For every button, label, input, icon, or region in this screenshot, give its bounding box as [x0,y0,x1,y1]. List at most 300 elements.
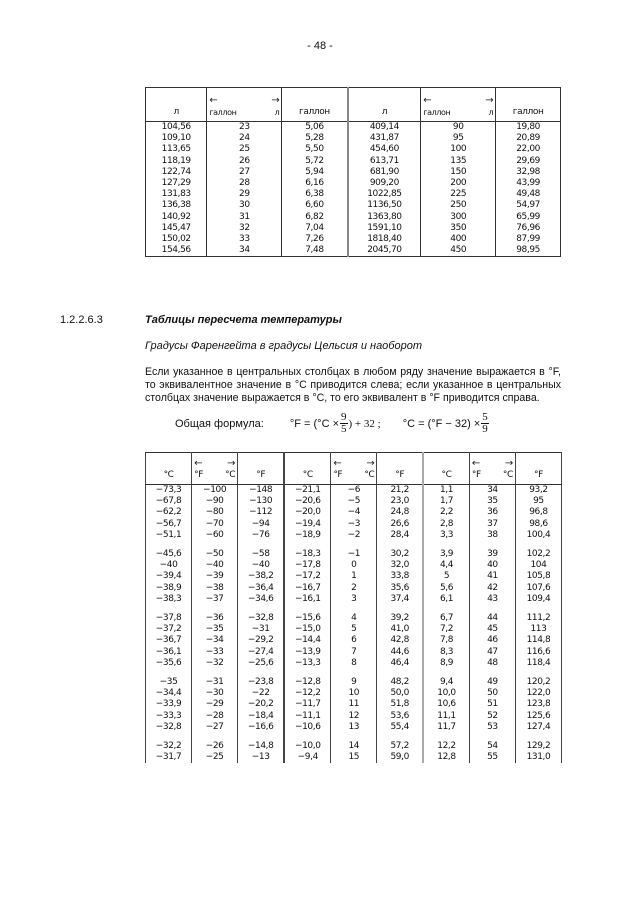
table-row [146,635,562,646]
table-cell: 120,2 [515,677,561,688]
table-cell: −34,4 [146,688,192,699]
table-cell: −90 [192,496,238,507]
table-cell: 145,47 [146,223,207,234]
table-cell: −11,7 [284,699,331,710]
table-cell: 59,0 [377,752,423,763]
table-cell: −18,9 [284,530,331,541]
table-cell: 55 [469,752,515,763]
table-cell: 3 [331,594,377,605]
table-cell: −67,8 [146,496,192,507]
table-cell: 21,2 [377,485,423,497]
table-cell: −27,4 [238,647,285,658]
table-cell: 95 [421,133,496,144]
table-cell: 8,3 [423,647,469,658]
table-cell: 5,94 [282,167,348,178]
table-row [146,560,562,571]
table-cell: −94 [238,519,285,530]
table-cell: 23,0 [377,496,423,507]
gallon-liter-table [145,87,561,257]
table-cell: 7,48 [282,245,348,257]
table-cell: 104,56 [146,122,207,134]
table-cell: −73,3 [146,485,192,497]
table-cell: 6,60 [282,200,348,211]
table-cell: −45,6 [146,549,192,560]
arrow-left-icon: ← [471,457,480,469]
table-cell: 125,6 [515,711,561,722]
table-cell: 41,0 [377,624,423,635]
header-conversion: ← → °F °C [331,453,377,485]
table-cell: −18,4 [238,711,285,722]
arrow-right-icon: → [227,457,236,469]
table-cell: −19,4 [284,519,331,530]
header-fahrenheit: °F [377,453,423,485]
table-row [146,507,562,518]
header-gallons: галлон [282,88,348,122]
table-cell: 6 [331,635,377,646]
table-cell: 12 [331,711,377,722]
table-cell: 37,4 [377,594,423,605]
table-cell: 9,4 [423,677,469,688]
table-cell: 54 [469,741,515,752]
table-cell: 26 [207,156,282,167]
table-cell: 25 [207,144,282,155]
table-row [146,122,561,134]
header-celsius: °C [146,453,192,485]
table-cell: −112 [238,507,285,518]
table-row [146,658,562,669]
table-row [146,647,562,658]
table-cell: −56,7 [146,519,192,530]
table-cell: −40 [146,560,192,571]
table-cell: 1363,80 [348,212,421,223]
header-gallons: галлон [496,88,561,122]
table-cell: −10,6 [284,722,331,733]
table-cell: 15 [331,752,377,763]
table-cell: −76 [238,530,285,541]
table-cell: 93,2 [515,485,561,497]
table-cell: 2,8 [423,519,469,530]
table-row [146,549,562,560]
table-row [146,624,562,635]
table-cell: 39,2 [377,613,423,624]
table-cell: −32 [192,658,238,669]
table-cell: −25 [192,752,238,763]
table-cell: 1 [331,571,377,582]
table-cell: 4 [331,613,377,624]
table-cell: 116,6 [515,647,561,658]
explanation-paragraph: Если указанное в центральных столбцах в любом ряду значение выражается в °F, то эквивалентное значение в °C приводится слева; если указанное в центральных столбцах значение выражается в °C, то его эквивалент в °F приводится справа. [145,366,561,404]
table-cell: 150 [421,167,496,178]
header-conversion: ← → °F °C [469,453,515,485]
table-cell: 42 [469,583,515,594]
table-cell: 7 [331,647,377,658]
table-cell: 6,38 [282,189,348,200]
table-cell: 10,6 [423,699,469,710]
general-formula [175,412,490,435]
table-row [146,711,562,722]
page-number: - 48 - [307,40,333,52]
table-cell: 135 [421,156,496,167]
table-cell: −17,8 [284,560,331,571]
table-cell: 10 [331,688,377,699]
table-cell: 909,20 [348,178,421,189]
table-cell: 47 [469,647,515,658]
table-cell: 0 [331,560,377,571]
table-cell: −23,8 [238,677,285,688]
table-cell: 65,99 [496,212,561,223]
table-cell: −130 [238,496,285,507]
header-fahrenheit: °F [238,453,285,485]
table-cell: 454,60 [348,144,421,155]
table-cell: 42,8 [377,635,423,646]
table-row [146,133,561,144]
table-row [146,519,562,530]
table-cell: −37,8 [146,613,192,624]
table-row [146,200,561,211]
section-subtitle: Градусы Фаренгейта в градусы Цельсия и наоборот [145,340,423,352]
table-cell: 5 [423,571,469,582]
table-row [146,722,562,733]
table-cell: 90 [421,122,496,134]
table-cell: −13 [238,752,285,763]
table-cell: −37 [192,594,238,605]
table-cell: 48 [469,658,515,669]
table-cell: −39 [192,571,238,582]
table-cell: 118,4 [515,658,561,669]
table-cell: −51,1 [146,530,192,541]
table-cell: 30,2 [377,549,423,560]
header-conversion: ← → °F °C [192,453,238,485]
table-cell: −70 [192,519,238,530]
table-cell: −33,3 [146,711,192,722]
table-row [146,571,562,582]
table-cell: −35 [192,624,238,635]
table-cell: 123,8 [515,699,561,710]
table-cell: −35,6 [146,658,192,669]
table-cell: 53,6 [377,711,423,722]
table-cell: −34 [192,635,238,646]
table-cell: 45 [469,624,515,635]
table-cell: 8,9 [423,658,469,669]
table-cell: 2,2 [423,507,469,518]
table-cell: 5,6 [423,583,469,594]
header-celsius: °C [423,453,469,485]
table-cell: 11,7 [423,722,469,733]
table-row [146,178,561,189]
table-cell: 43 [469,594,515,605]
table-cell: 300 [421,212,496,223]
table-cell: 55,4 [377,722,423,733]
table-cell: 37 [469,519,515,530]
table-row [146,156,561,167]
table-cell: 49 [469,677,515,688]
table-cell: −31 [238,624,285,635]
table-cell: −11,1 [284,711,331,722]
table-cell: 114,8 [515,635,561,646]
section-title: Таблицы пересчета температуры [145,314,342,326]
table-row [146,699,562,710]
table-cell: 28 [207,178,282,189]
table-cell: −34,6 [238,594,285,605]
table-cell: 50 [469,688,515,699]
table-cell: 29 [207,189,282,200]
table-cell: −10,0 [284,741,331,752]
table-cell: −36,7 [146,635,192,646]
table-cell: 450 [421,245,496,257]
table-cell: 431,87 [348,133,421,144]
table-cell: 29,69 [496,156,561,167]
table-cell: −31,7 [146,752,192,763]
table-cell: 46,4 [377,658,423,669]
table-cell: 111,2 [515,613,561,624]
table-cell: 26,6 [377,519,423,530]
table-cell: 40 [469,560,515,571]
table-cell: 32 [207,223,282,234]
table-cell: 6,82 [282,212,348,223]
table-cell: 225 [421,189,496,200]
table-cell: 102,2 [515,549,561,560]
table-cell: 27 [207,167,282,178]
table-cell: 13 [331,722,377,733]
arrow-right-icon: → [504,457,513,469]
table-cell: 43,99 [496,178,561,189]
table-cell: −1 [331,549,377,560]
table-cell: 1591,10 [348,223,421,234]
table-cell: −13,9 [284,647,331,658]
table-cell: 127,29 [146,178,207,189]
table-cell: −3 [331,519,377,530]
table-cell: 49,48 [496,189,561,200]
table-cell: 100 [421,144,496,155]
table-cell: 118,19 [146,156,207,167]
table-cell: 104 [515,560,561,571]
table-cell: 98,95 [496,245,561,257]
table-cell: −36,1 [146,647,192,658]
table-cell: 12,2 [423,741,469,752]
table-cell: 5,50 [282,144,348,155]
table-cell: −28 [192,711,238,722]
table-cell: −60 [192,530,238,541]
table-cell: −15,0 [284,624,331,635]
table-cell: 1818,40 [348,234,421,245]
arrow-left-icon: ← [333,457,342,469]
table-cell: −20,6 [284,496,331,507]
table-cell: 350 [421,223,496,234]
table-cell: 129,2 [515,741,561,752]
table-cell: 41 [469,571,515,582]
table-cell: −33 [192,647,238,658]
table-cell: −40 [238,560,285,571]
table-cell: 2045,70 [348,245,421,257]
table-cell: 3,9 [423,549,469,560]
table-row [146,613,562,624]
table-cell: −12,2 [284,688,331,699]
table-row [146,594,562,605]
table-cell: 113 [515,624,561,635]
table-cell: 8 [331,658,377,669]
table-cell: 28,4 [377,530,423,541]
group-spacer [146,541,562,549]
table-cell: −17,2 [284,571,331,582]
table-cell: −31 [192,677,238,688]
group-spacer [146,669,562,677]
table-cell: 39 [469,549,515,560]
table-cell: 6,1 [423,594,469,605]
table-cell: −6 [331,485,377,497]
table-cell: 24,8 [377,507,423,518]
table-cell: 32,0 [377,560,423,571]
table-cell: 50,0 [377,688,423,699]
table-cell: −36,4 [238,583,285,594]
table-cell: −38,3 [146,594,192,605]
table-cell: 9 [331,677,377,688]
temperature-conversion-table [145,452,562,763]
table-cell: 154,56 [146,245,207,257]
table-row [146,189,561,200]
table-cell: 613,71 [348,156,421,167]
table-cell: 34 [469,485,515,497]
table-cell: 51 [469,699,515,710]
table-cell: 681,90 [348,167,421,178]
table-cell: 4,4 [423,560,469,571]
table-cell: 98,6 [515,519,561,530]
table-cell: 105,8 [515,571,561,582]
table-cell: 200 [421,178,496,189]
table-cell: −38 [192,583,238,594]
table-cell: −29 [192,699,238,710]
table-row [146,583,562,594]
table-cell: −22 [238,688,285,699]
table-cell: 31 [207,212,282,223]
arrow-right-icon: → [271,94,280,106]
table-cell: 107,6 [515,583,561,594]
table-cell: 400 [421,234,496,245]
table-cell: 36 [469,507,515,518]
table-cell: 5,28 [282,133,348,144]
table-cell: 131,83 [146,189,207,200]
table-cell: −40 [192,560,238,571]
table-row [146,677,562,688]
table-cell: 76,96 [496,223,561,234]
arrow-right-icon: → [366,457,375,469]
table-cell: −14,4 [284,635,331,646]
table-cell: 19,80 [496,122,561,134]
table-cell: −50 [192,549,238,560]
table-cell: 46 [469,635,515,646]
table-cell: 2 [331,583,377,594]
table-cell: −26 [192,741,238,752]
formula-c-from-f: °C = (°F − 32) × $\frac{5}{9}$ [402,411,488,435]
table-cell: 100,4 [515,530,561,541]
table-cell: −27 [192,722,238,733]
table-row [146,234,561,245]
table-row [146,688,562,699]
table-cell: −80 [192,507,238,518]
table-cell: −30 [192,688,238,699]
table-cell: −62,2 [146,507,192,518]
table-cell: −14,8 [238,741,285,752]
table-cell: 33 [207,234,282,245]
table-cell: 3,3 [423,530,469,541]
group-spacer [146,605,562,613]
table-cell: −2 [331,530,377,541]
table-cell: 109,4 [515,594,561,605]
header-fahrenheit: °F [515,453,561,485]
table-cell: 54,97 [496,200,561,211]
table-cell: 6,16 [282,178,348,189]
section-number: 1.2.2.6.3 [60,314,103,326]
table-cell: 44 [469,613,515,624]
header-conversion: ← → галлон л [421,88,496,122]
group-spacer [146,733,562,741]
table-row [146,530,562,541]
table-cell: 7,8 [423,635,469,646]
table-cell: 14 [331,741,377,752]
table-cell: 38 [469,530,515,541]
table-cell: 34 [207,245,282,257]
table-cell: −38,9 [146,583,192,594]
table-cell: 140,92 [146,212,207,223]
table-cell: 32,98 [496,167,561,178]
table-cell: 5,06 [282,122,348,134]
table-cell: −100 [192,485,238,497]
table-cell: 95 [515,496,561,507]
table-cell: 1136,50 [348,200,421,211]
table-cell: 12,8 [423,752,469,763]
table-cell: −12,8 [284,677,331,688]
table-cell: 109,10 [146,133,207,144]
table-cell: −16,6 [238,722,285,733]
table-cell: 11 [331,699,377,710]
table-cell: 1,7 [423,496,469,507]
table-row [146,245,561,257]
table-cell: 127,4 [515,722,561,733]
header-celsius: °C [284,453,331,485]
table-cell: 6,7 [423,613,469,624]
formula-f-from-c: °F = (°C × $\frac{9}{5}$ ) + 32 ; [289,411,381,435]
table-cell: 5 [331,624,377,635]
formula-label: Общая формула: [175,417,264,430]
table-row [146,167,561,178]
table-cell: −16,7 [284,583,331,594]
table-cell: −32,8 [238,613,285,624]
table-cell: 48,2 [377,677,423,688]
arrow-left-icon: ← [423,94,432,106]
header-conversion: ← → галлон л [207,88,282,122]
table-cell: 122,0 [515,688,561,699]
table-row [146,752,562,763]
header-liters: л [348,88,421,122]
table-cell: −36 [192,613,238,624]
table-row [146,212,561,223]
table-cell: 52 [469,711,515,722]
table-row [146,496,562,507]
table-row [146,223,561,234]
table-cell: 136,38 [146,200,207,211]
table-cell: −18,3 [284,549,331,560]
table-cell: −4 [331,507,377,518]
table-cell: 35 [469,496,515,507]
table-cell: −21,1 [284,485,331,497]
table-cell: −13,3 [284,658,331,669]
table-cell: 35,6 [377,583,423,594]
table-cell: 122,74 [146,167,207,178]
table-cell: 11,1 [423,711,469,722]
table-cell: 5,72 [282,156,348,167]
table-cell: −29,2 [238,635,285,646]
table-cell: 7,04 [282,223,348,234]
table-cell: 7,26 [282,234,348,245]
